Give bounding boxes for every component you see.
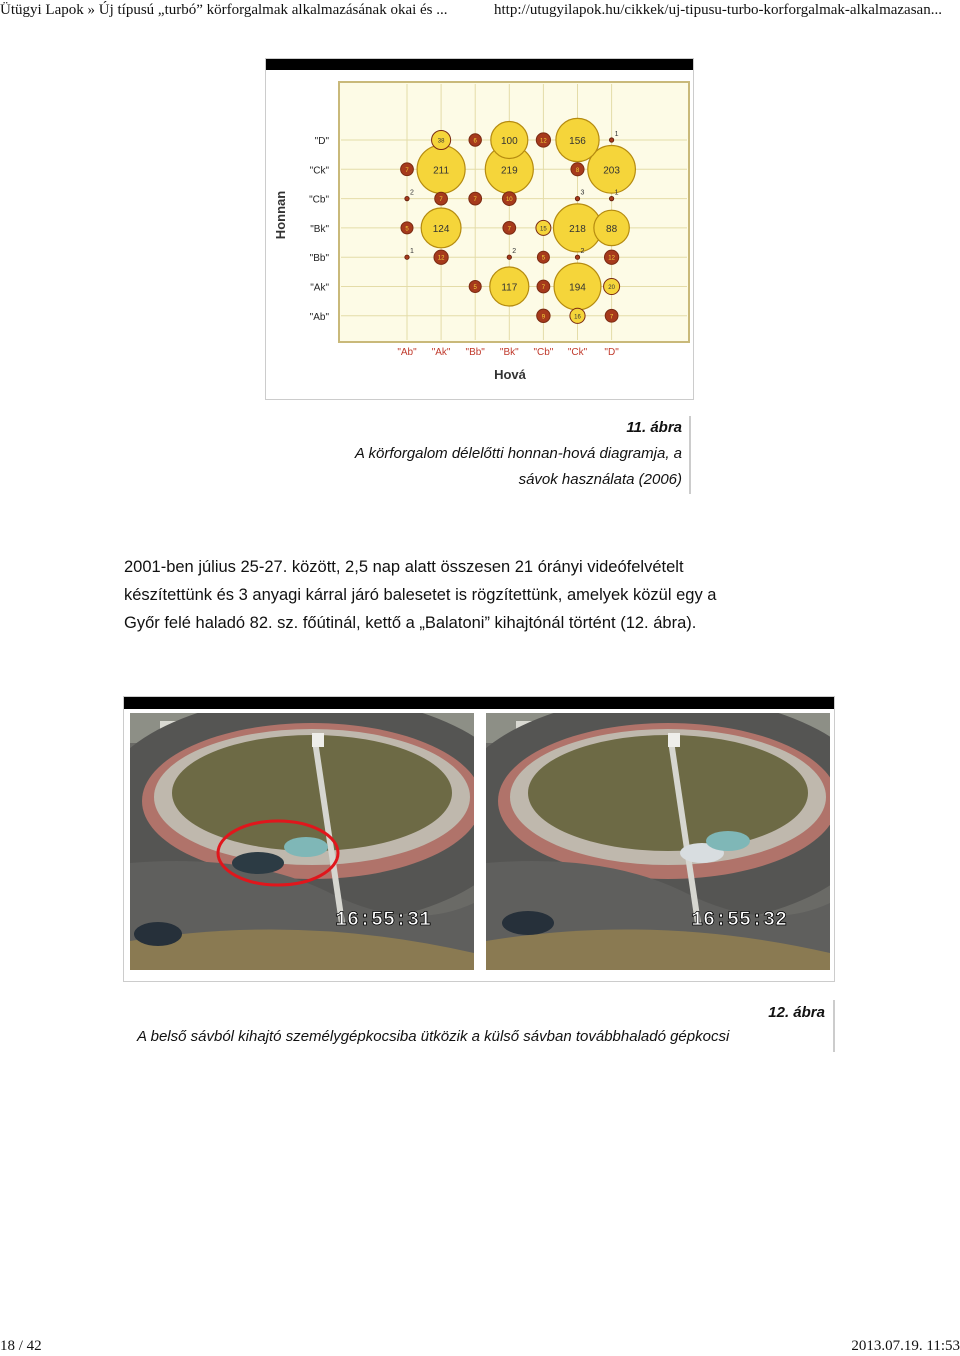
bubble (604, 250, 618, 264)
y-tick-label: "Bk" (310, 223, 329, 235)
bubble-value: 5 (405, 226, 409, 233)
browser-page-title: Ütügyi Lapok » Új típusú „turbó” körforgalmak alkalmazásának okai és ... (0, 2, 448, 18)
figure-11-chart (265, 58, 694, 400)
y-tick-label: "Ak" (310, 282, 329, 294)
bubble (434, 250, 448, 264)
bubble-dot (575, 196, 579, 200)
timestamp-right: 16:55:32 (691, 909, 788, 932)
bubble (491, 122, 528, 159)
bubble-value: 117 (501, 282, 518, 294)
bubble-value: 7 (473, 197, 477, 204)
x-tick-label: "Ab" (397, 347, 417, 358)
bubble-value: 218 (569, 223, 586, 235)
y-tick-label: "Cb" (309, 194, 329, 206)
bubble-value: 7 (439, 197, 443, 204)
bubble (537, 251, 549, 263)
bubble-value: 38 (437, 138, 445, 145)
bubble (417, 145, 465, 193)
bubble (421, 208, 461, 248)
video-frame-left (130, 713, 474, 970)
bubble (536, 133, 550, 147)
bubble (571, 163, 584, 176)
figure-12-caption: A belső sávból kihajtó személygépkocsiba ütközik a külső sávban továbbhaladó gépkocsi (137, 1028, 730, 1045)
timestamp-left: 16:55:31 (335, 909, 432, 932)
bubble-dot (575, 255, 579, 259)
bubble-value: 10 (505, 197, 513, 204)
bubble-value: 211 (433, 165, 450, 177)
body-paragraph (124, 553, 844, 637)
bubble (503, 222, 516, 235)
x-axis-label: Hová (494, 367, 526, 382)
y-tick-label: "Bb" (309, 253, 329, 265)
x-tick-label: "Ak" (431, 347, 451, 358)
x-tick-label: "Bb" (465, 347, 485, 358)
bubble-dot (609, 196, 613, 200)
bubble-dot (507, 255, 511, 259)
bubble-value: 88 (606, 223, 618, 235)
caption-divider (833, 1000, 835, 1052)
bubble (490, 267, 529, 306)
video-frame-right (486, 713, 830, 970)
bubble (554, 263, 601, 310)
bubble-value: 2 (580, 248, 585, 256)
bubble (469, 192, 482, 205)
x-tick-label: "Cb" (533, 347, 554, 358)
paragraph-line-2: készítettünk és 3 anyagi kárral járó balesetet is rögzítettünk, amelyek közül egy a (124, 586, 717, 604)
bubble-value: 124 (432, 223, 450, 235)
figure-12-number: 12. ábra (768, 1004, 825, 1021)
bubble (604, 278, 620, 294)
bubble-value: 6 (473, 138, 477, 145)
y-axis-label: Honnan (273, 190, 288, 240)
figure-top-bar (124, 697, 834, 709)
bubble-value: 1 (614, 189, 619, 197)
figure-11-number: 11. ábra (626, 419, 682, 436)
x-tick-label: "D" (604, 347, 619, 358)
page-number: 18 / 42 (0, 1338, 42, 1354)
bubble-value: 203 (603, 165, 620, 177)
bubble-value: 16 (574, 314, 581, 321)
browser-page-url: http://utugyilapok.hu/cikkek/uj-tipusu-turbo-korforgalmak-alkalmazasan... (494, 2, 942, 18)
y-tick-label: "Ck" (309, 165, 329, 177)
bubble (469, 134, 481, 146)
bubble-value: 7 (405, 167, 409, 174)
bubble-value: 7 (507, 226, 511, 233)
bubble-value: 219 (500, 165, 518, 177)
figure-11-caption-line2: sávok használata (2006) (518, 471, 682, 488)
bubble-value: 7 (541, 285, 546, 291)
bubble (401, 222, 413, 234)
bubble-value: 3 (580, 189, 585, 197)
y-tick-label: "Ab" (309, 311, 329, 323)
bubble-value: 20 (608, 285, 615, 291)
bubble-value: 8 (575, 167, 580, 174)
print-datetime: 2013.07.19. 11:53 (851, 1338, 960, 1354)
bubble-dot (609, 138, 613, 142)
bubble (537, 280, 550, 293)
bubble-value: 156 (569, 136, 586, 147)
bubble (502, 192, 516, 206)
bubble (432, 130, 451, 149)
x-tick-label: "Bk" (499, 347, 519, 358)
paragraph-line-3: Győr felé haladó 82. sz. főútinál, kettő a „Balatoni” kihajtónál történt (12. ábra). (124, 614, 697, 632)
bubble-value: 7 (609, 314, 614, 321)
bubble-value: 100 (500, 136, 518, 147)
bubble (537, 309, 550, 322)
bubble-value: 1 (410, 248, 414, 256)
paragraph-line-1: 2001-ben július 25-27. között, 2,5 nap alatt összesen 21 órányi videófelvételt (124, 558, 684, 576)
bubble (435, 192, 448, 205)
bubble-value: 194 (569, 282, 586, 294)
caption-divider (689, 416, 691, 494)
bubble-value: 9 (541, 314, 546, 321)
bubble (536, 220, 551, 235)
bubble-chart (266, 70, 693, 399)
bubble (605, 309, 618, 322)
bubble (469, 280, 481, 292)
bubble-value: 12 (437, 255, 445, 262)
bubble-dot (405, 255, 409, 259)
x-tick-label: "Ck" (567, 347, 588, 358)
bubble-value: 1 (614, 131, 619, 138)
bubble-value: 5 (541, 255, 546, 262)
bubble-dot (405, 196, 409, 200)
bubble-value: 15 (540, 226, 547, 233)
bubble-value: 5 (473, 285, 477, 291)
bubble-value: 12 (540, 138, 547, 145)
figure-12-photos (123, 696, 835, 982)
bubble (556, 118, 599, 161)
bubble-value: 2 (410, 189, 414, 197)
bubble-value: 2 (512, 248, 517, 256)
bubble (594, 210, 629, 245)
figure-11-caption-line1: A körforgalom délelőtti honnan-hová diagramja, a (354, 445, 682, 462)
figure-top-bar (266, 59, 693, 70)
y-tick-label: "D" (314, 136, 329, 147)
bubble-value: 12 (608, 255, 615, 262)
bubble (401, 163, 414, 176)
bubble (570, 308, 585, 323)
